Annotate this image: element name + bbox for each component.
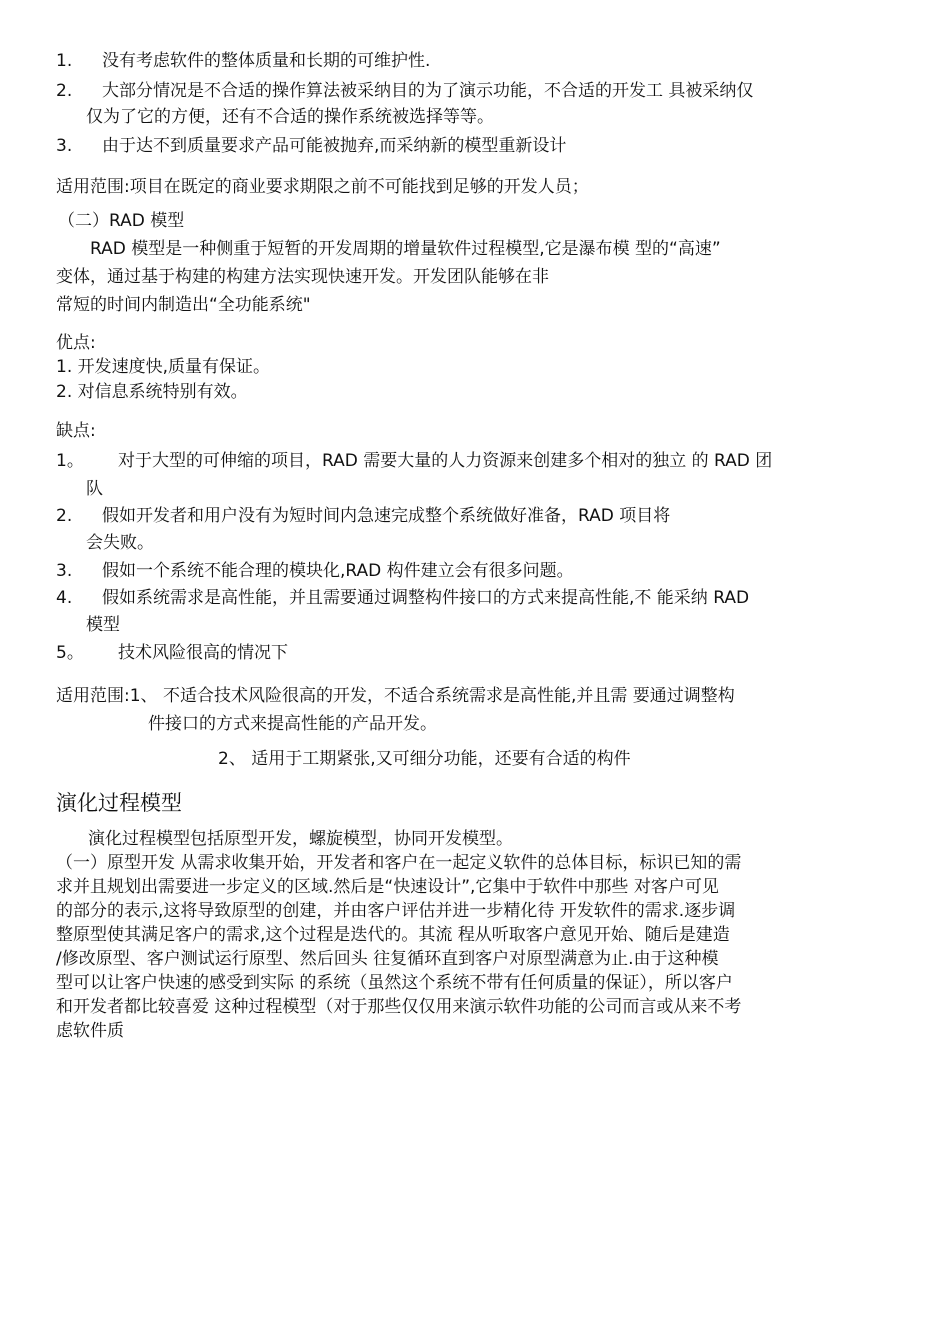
list-text-continuation: 队	[86, 479, 103, 499]
list-text: 技术风险很高的情况下	[118, 643, 288, 663]
cons-item	[56, 505, 670, 527]
list-text-continuation: 仅为了它的方便，还有不合适的操作系统被选择等等。	[86, 107, 494, 127]
paragraph-line: 演化过程模型包括原型开发，螺旋模型，协同开发模型。	[88, 829, 513, 849]
cons-item	[56, 450, 772, 472]
paragraph-line: 虑软件质	[56, 1021, 124, 1041]
list-number: 4.	[56, 588, 73, 608]
list-item	[56, 135, 566, 157]
list-number: 2.	[56, 506, 73, 526]
paragraph-line: 和开发者都比较喜爱 这种过程模型（对于那些仅仅用来演示软件功能的公司而言或从来不考	[56, 997, 742, 1017]
section-heading: 演化过程模型	[56, 791, 182, 815]
cons-item	[56, 642, 288, 664]
scope-text: 1、 不适合技术风险很高的开发，不适合系统需求是高性能,并且需 要通过调整构	[129, 686, 735, 706]
paragraph-line: 常短的时间内制造出“全功能系统"	[56, 295, 311, 315]
list-number: 2.	[56, 81, 73, 101]
list-text: 假如开发者和用户没有为短时间内急速完成整个系统做好准备，RAD 项目将	[102, 506, 671, 526]
list-text: 大部分情况是不合适的操作算法被采纳目的为了演示功能，不合适的开发工 具被采纳仅	[102, 81, 754, 101]
paragraph-line: 整原型使其满足客户的需求,这个过程是迭代的。其流 程从听取客户意见开始、随后是建造	[56, 925, 730, 945]
paragraph-line: 型可以让客户快速的感受到实际 的系统（虽然这个系统不带有任何质量的保证），所以客户	[56, 973, 733, 993]
scope-label: 适用范围:	[56, 686, 130, 706]
paragraph-line: 变体，通过基于构建的构建方法实现快速开发。开发团队能够在非	[56, 267, 549, 287]
paragraph-line: 的部分的表示,这将导致原型的创建，并由客户评估并进一步精化待 开发软件的需求.逐步调	[56, 901, 736, 921]
scope-text-continuation: 件接口的方式来提高性能的产品开发。	[148, 714, 437, 734]
cons-item	[56, 560, 574, 582]
pros-item: 1. 开发速度快,质量有保证。	[56, 357, 271, 377]
cons-item	[56, 587, 749, 609]
list-number: 3.	[56, 136, 73, 156]
paragraph-line: /修改原型、客户测试运行原型、然后回头 往复循环直到客户对原型满意为止.由于这种模	[56, 949, 719, 969]
list-number: 5。	[56, 643, 84, 663]
paragraph-line: 求并且规划出需要进一步定义的区域.然后是“快速设计”,它集中于软件中那些 对客户可见	[56, 877, 719, 897]
list-number: 1。	[56, 451, 84, 471]
list-number: 3.	[56, 561, 73, 581]
paragraph-line: RAD 模型是一种侧重于短暂的开发周期的增量软件过程模型,它是瀑布模 型的“高速”	[90, 239, 721, 259]
list-item	[56, 80, 753, 102]
pros-label: 优点:	[56, 333, 96, 353]
list-text: 没有考虑软件的整体质量和长期的可维护性.	[102, 51, 431, 71]
pros-item: 2. 对信息系统特别有效。	[56, 382, 248, 402]
list-item	[56, 50, 430, 72]
list-text: 假如一个系统不能合理的模块化,RAD 构件建立会有很多问题。	[102, 561, 574, 581]
scope-text: 2、 适用于工期紧张,又可细分功能，还要有合适的构件	[218, 749, 631, 769]
list-text: 对于大型的可伸缩的项目，RAD 需要大量的人力资源来创建多个相对的独立 的 RAD 团	[118, 451, 773, 471]
cons-label: 缺点:	[56, 421, 96, 441]
paragraph-line: （一）原型开发 从需求收集开始，开发者和客户在一起定义软件的总体目标，标识已知的需	[56, 853, 742, 873]
list-text-continuation: 模型	[86, 615, 120, 635]
list-number: 1.	[56, 51, 73, 71]
section-title: （二）RAD 模型	[58, 211, 185, 231]
scope-text: 适用范围:项目在既定的商业要求期限之前不可能找到足够的开发人员；	[56, 177, 589, 197]
list-text: 假如系统需求是高性能，并且需要通过调整构件接口的方式来提高性能,不 能采纳 RAD	[102, 588, 750, 608]
scope-block	[56, 685, 735, 707]
list-text-continuation: 会失败。	[86, 533, 154, 553]
list-text: 由于达不到质量要求产品可能被抛弃,而采纳新的模型重新设计	[102, 136, 567, 156]
